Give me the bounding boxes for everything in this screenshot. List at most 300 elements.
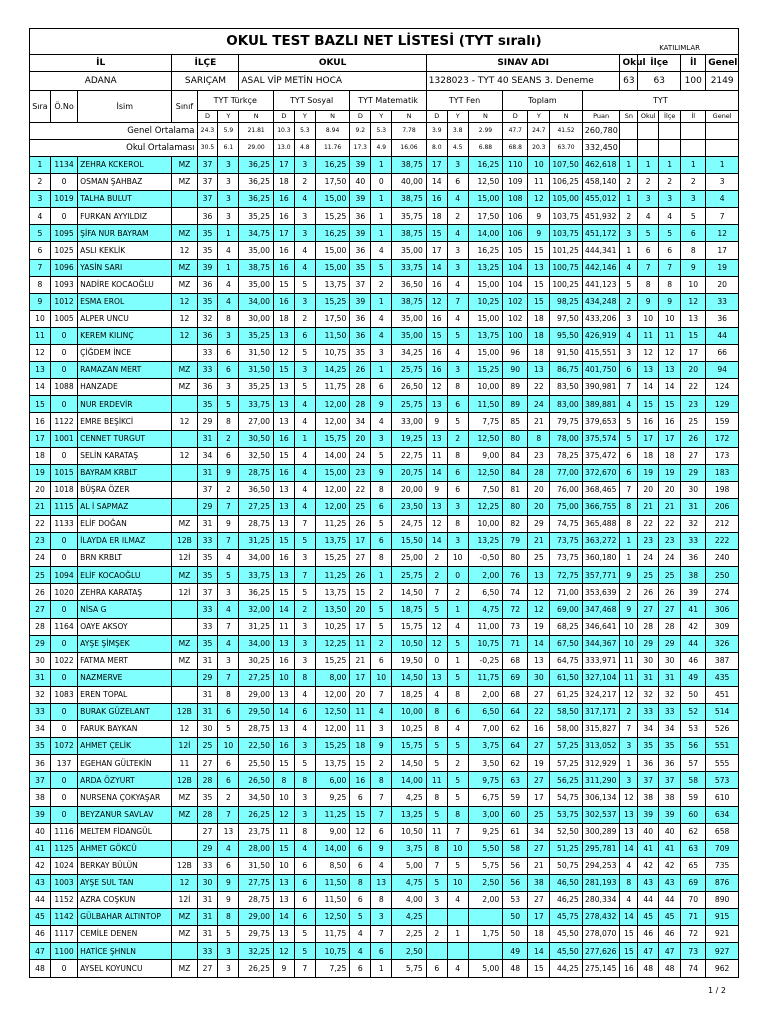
table-cell: 9 bbox=[371, 738, 392, 755]
table-cell: 30 bbox=[197, 721, 218, 738]
table-cell: 7 bbox=[218, 533, 239, 550]
table-cell: 33 bbox=[30, 704, 51, 721]
table-cell: 28,75 bbox=[239, 464, 274, 481]
table-cell: 36 bbox=[638, 755, 659, 772]
table-cell: 8,00 bbox=[315, 669, 350, 686]
table-cell: 34,25 bbox=[392, 345, 427, 362]
table-cell: 100 bbox=[503, 327, 528, 344]
table-cell: 10,50 bbox=[392, 823, 427, 840]
table-cell: 10 bbox=[447, 550, 468, 567]
average-value: 3.9 bbox=[426, 123, 447, 140]
table-cell: 16 bbox=[273, 550, 294, 567]
table-cell: 1 bbox=[371, 567, 392, 584]
table-cell: 324,217 bbox=[582, 686, 620, 703]
table-cell: 31 bbox=[197, 892, 218, 909]
table-cell: 4 bbox=[294, 191, 315, 208]
table-cell: 3 bbox=[371, 345, 392, 362]
student-name: BÜŞRA ÖZER bbox=[78, 481, 172, 498]
table-cell: 105 bbox=[503, 242, 528, 259]
table-cell: 5 bbox=[659, 225, 681, 242]
table-cell: 69 bbox=[681, 874, 706, 891]
table-cell: 36 bbox=[681, 550, 706, 567]
table-cell: 2 bbox=[447, 755, 468, 772]
table-cell: 24 bbox=[350, 447, 371, 464]
average-value: 4.8 bbox=[294, 140, 315, 157]
average-value: 17.3 bbox=[350, 140, 371, 157]
table-row bbox=[30, 533, 739, 550]
table-cell: 28 bbox=[197, 806, 218, 823]
table-cell: 44 bbox=[30, 892, 51, 909]
table-cell: 58 bbox=[503, 840, 528, 857]
table-cell: 28 bbox=[528, 464, 550, 481]
table-cell: 27,25 bbox=[239, 498, 274, 515]
table-cell: 15,25 bbox=[315, 652, 350, 669]
table-row bbox=[30, 464, 739, 481]
table-cell: 15 bbox=[528, 276, 550, 293]
table-row bbox=[30, 550, 739, 567]
table-cell: 57,25 bbox=[550, 738, 582, 755]
il-value: ADANA bbox=[30, 72, 172, 91]
table-cell: 172 bbox=[706, 430, 739, 447]
table-cell bbox=[172, 208, 197, 225]
table-cell: 18 bbox=[528, 345, 550, 362]
table-cell: 78,25 bbox=[550, 447, 582, 464]
table-cell: 451,172 bbox=[582, 225, 620, 242]
table-cell: 26,25 bbox=[239, 960, 274, 977]
table-cell: 8 bbox=[426, 789, 447, 806]
table-cell: 18 bbox=[273, 310, 294, 327]
table-cell: 9 bbox=[218, 464, 239, 481]
table-cell: 1 bbox=[371, 960, 392, 977]
table-cell: 35,00 bbox=[392, 242, 427, 259]
table-cell: 7 bbox=[218, 669, 239, 686]
table-cell bbox=[447, 909, 468, 926]
table-cell: 36,25 bbox=[239, 157, 274, 174]
table-cell: MZ bbox=[172, 789, 197, 806]
table-cell: 15,75 bbox=[392, 618, 427, 635]
table-cell: 33 bbox=[197, 362, 218, 379]
average-value: 30.5 bbox=[197, 140, 218, 157]
table-cell: 16,25 bbox=[468, 157, 503, 174]
table-cell: 357,771 bbox=[582, 567, 620, 584]
table-cell: 15 bbox=[273, 840, 294, 857]
table-cell: 5 bbox=[218, 567, 239, 584]
table-cell: 2 bbox=[294, 601, 315, 618]
table-cell: 1025 bbox=[50, 242, 77, 259]
table-cell: 18 bbox=[528, 310, 550, 327]
table-cell: 1003 bbox=[50, 874, 77, 891]
table-cell: 11,75 bbox=[315, 379, 350, 396]
table-cell: 6 bbox=[350, 960, 371, 977]
student-name: BEYZANUR SAVLAV bbox=[78, 806, 172, 823]
table-cell: 12 bbox=[172, 327, 197, 344]
table-cell: 6,00 bbox=[315, 772, 350, 789]
table-cell: 372,670 bbox=[582, 464, 620, 481]
table-cell: 27 bbox=[638, 601, 659, 618]
table-cell: 39 bbox=[659, 806, 681, 823]
table-cell: 5,00 bbox=[468, 960, 503, 977]
table-cell: 1018 bbox=[50, 481, 77, 498]
table-cell: 6 bbox=[350, 789, 371, 806]
table-row bbox=[30, 618, 739, 635]
table-cell: 1125 bbox=[50, 840, 77, 857]
table-cell: 25 bbox=[350, 498, 371, 515]
table-cell: 12İ bbox=[172, 738, 197, 755]
table-cell: 5 bbox=[620, 430, 638, 447]
table-cell: 1,75 bbox=[468, 926, 503, 943]
table-cell: 10 bbox=[681, 276, 706, 293]
table-cell: 36,25 bbox=[239, 584, 274, 601]
subhead-sn: Sn bbox=[620, 111, 638, 123]
table-cell: 890 bbox=[706, 892, 739, 909]
table-cell: 11 bbox=[426, 447, 447, 464]
table-cell: 46,50 bbox=[550, 874, 582, 891]
table-cell: 11,75 bbox=[315, 926, 350, 943]
table-cell: 23 bbox=[30, 533, 51, 550]
table-cell: 1 bbox=[371, 157, 392, 174]
table-cell: 28 bbox=[638, 618, 659, 635]
table-cell: 1015 bbox=[50, 464, 77, 481]
table-cell: 4 bbox=[294, 840, 315, 857]
table-cell: 36 bbox=[350, 208, 371, 225]
average-value: 10.3 bbox=[273, 123, 294, 140]
table-cell: 44 bbox=[659, 892, 681, 909]
table-cell: 1022 bbox=[50, 652, 77, 669]
table-cell: 40 bbox=[638, 823, 659, 840]
subhead-n: N bbox=[392, 111, 427, 123]
student-name: AHMET GÖKCÜ bbox=[78, 840, 172, 857]
table-cell: 12 bbox=[528, 191, 550, 208]
table-cell: 39 bbox=[30, 806, 51, 823]
table-cell: 48 bbox=[30, 960, 51, 977]
table-cell: 1 bbox=[371, 225, 392, 242]
table-cell: 19 bbox=[528, 618, 550, 635]
table-cell: 106,25 bbox=[550, 174, 582, 191]
table-cell: 33 bbox=[197, 533, 218, 550]
table-cell: 7 bbox=[294, 515, 315, 532]
table-cell: 7,50 bbox=[468, 481, 503, 498]
table-cell: 51,25 bbox=[550, 840, 582, 857]
table-cell: 15 bbox=[620, 943, 638, 960]
table-cell: 4,00 bbox=[392, 892, 427, 909]
table-cell: 17,50 bbox=[315, 310, 350, 327]
table-cell: 1 bbox=[706, 157, 739, 174]
table-cell: 21 bbox=[528, 533, 550, 550]
table-cell: 26,50 bbox=[239, 772, 274, 789]
student-name: BRN KRBLT bbox=[78, 550, 172, 567]
table-cell: 5 bbox=[638, 225, 659, 242]
table-cell: 6 bbox=[371, 379, 392, 396]
table-cell: 3 bbox=[371, 909, 392, 926]
table-cell: 74,75 bbox=[550, 515, 582, 532]
table-cell: 12,00 bbox=[315, 413, 350, 430]
table-cell: 1100 bbox=[50, 943, 77, 960]
table-cell: 14 bbox=[528, 635, 550, 652]
table-row bbox=[30, 909, 739, 926]
table-cell: 0 bbox=[50, 789, 77, 806]
table-cell: 29,00 bbox=[239, 686, 274, 703]
table-cell: 0 bbox=[50, 345, 77, 362]
table-cell: 3 bbox=[620, 772, 638, 789]
table-cell: 1 bbox=[30, 157, 51, 174]
table-cell: 1094 bbox=[50, 567, 77, 584]
table-cell: 8 bbox=[294, 823, 315, 840]
table-cell: 1117 bbox=[50, 926, 77, 943]
average-row bbox=[30, 140, 739, 157]
table-cell: 3,00 bbox=[468, 806, 503, 823]
table-cell: 36,25 bbox=[239, 191, 274, 208]
table-cell: 333,971 bbox=[582, 652, 620, 669]
table-cell: 17 bbox=[350, 618, 371, 635]
table-cell: 7 bbox=[620, 379, 638, 396]
table-cell: 29,75 bbox=[239, 926, 274, 943]
table-cell: 62 bbox=[503, 721, 528, 738]
table-cell: 4,25 bbox=[392, 909, 427, 926]
table-cell: 4 bbox=[294, 447, 315, 464]
table-cell: 30,50 bbox=[239, 430, 274, 447]
table-cell: 40 bbox=[350, 174, 371, 191]
table-cell: 35 bbox=[30, 738, 51, 755]
table-cell: 6 bbox=[294, 892, 315, 909]
table-cell: MZ bbox=[172, 909, 197, 926]
table-cell: 3 bbox=[638, 191, 659, 208]
average-value: 13.0 bbox=[273, 140, 294, 157]
table-cell: 13 bbox=[528, 567, 550, 584]
table-cell: 17 bbox=[426, 242, 447, 259]
table-cell bbox=[172, 840, 197, 857]
table-cell: 10 bbox=[447, 874, 468, 891]
table-cell: 11,25 bbox=[315, 806, 350, 823]
table-cell: 368,465 bbox=[582, 481, 620, 498]
table-cell: 39 bbox=[197, 259, 218, 276]
table-cell: 21 bbox=[638, 498, 659, 515]
table-cell: MZ bbox=[172, 652, 197, 669]
table-row bbox=[30, 652, 739, 669]
table-cell: 35 bbox=[350, 259, 371, 276]
table-cell: 390,981 bbox=[582, 379, 620, 396]
table-row bbox=[30, 396, 739, 413]
average-value: 4.5 bbox=[447, 140, 468, 157]
table-cell: 1134 bbox=[50, 157, 77, 174]
table-cell: 27 bbox=[528, 738, 550, 755]
table-cell: 12 bbox=[620, 686, 638, 703]
table-cell: 13 bbox=[273, 874, 294, 891]
table-cell: 2,00 bbox=[468, 686, 503, 703]
average-value: 24.3 bbox=[197, 123, 218, 140]
table-row bbox=[30, 704, 739, 721]
table-cell: 35 bbox=[197, 567, 218, 584]
table-cell: 15,00 bbox=[315, 259, 350, 276]
table-cell: 10 bbox=[273, 857, 294, 874]
table-cell: 13 bbox=[426, 430, 447, 447]
table-cell: 52,50 bbox=[550, 823, 582, 840]
table-cell: 10 bbox=[620, 635, 638, 652]
table-cell: 59 bbox=[681, 789, 706, 806]
table-cell: 876 bbox=[706, 874, 739, 891]
table-cell: 3 bbox=[294, 738, 315, 755]
table-cell: 4 bbox=[371, 327, 392, 344]
table-row bbox=[30, 447, 739, 464]
table-cell: 37 bbox=[197, 584, 218, 601]
table-cell: 25 bbox=[659, 567, 681, 584]
table-cell: 5 bbox=[371, 447, 392, 464]
table-cell: 2 bbox=[426, 567, 447, 584]
table-cell: 35 bbox=[197, 550, 218, 567]
col-ono: Ö.No bbox=[50, 91, 77, 123]
table-cell: 28 bbox=[30, 618, 51, 635]
table-cell: 33,75 bbox=[239, 396, 274, 413]
table-cell: 3 bbox=[620, 345, 638, 362]
average-value: 9.2 bbox=[350, 123, 371, 140]
table-cell: 294,253 bbox=[582, 857, 620, 874]
table-cell: 16 bbox=[30, 413, 51, 430]
table-cell: 6 bbox=[447, 396, 468, 413]
table-cell: 105,00 bbox=[550, 191, 582, 208]
table-cell: 1095 bbox=[50, 225, 77, 242]
table-cell bbox=[172, 191, 197, 208]
student-name: RAMAZAN MERT bbox=[78, 362, 172, 379]
table-cell: 14 bbox=[659, 379, 681, 396]
table-cell: 1 bbox=[638, 157, 659, 174]
table-cell: 2 bbox=[681, 174, 706, 191]
table-cell: 4 bbox=[350, 943, 371, 960]
table-cell: 12 bbox=[426, 293, 447, 310]
table-cell: 11 bbox=[172, 755, 197, 772]
table-cell: 26,25 bbox=[239, 806, 274, 823]
table-cell: 45 bbox=[30, 909, 51, 926]
table-cell: 27 bbox=[528, 686, 550, 703]
table-cell: 13,75 bbox=[468, 327, 503, 344]
table-cell: 12 bbox=[350, 823, 371, 840]
table-cell: 57,25 bbox=[550, 755, 582, 772]
table-cell: 3 bbox=[218, 379, 239, 396]
table-cell: -0,50 bbox=[468, 550, 503, 567]
table-cell: 13 bbox=[273, 635, 294, 652]
table-cell: 4 bbox=[447, 345, 468, 362]
table-cell: 15 bbox=[659, 396, 681, 413]
average-label: Okul Ortalaması bbox=[30, 140, 198, 157]
table-cell: 16 bbox=[426, 191, 447, 208]
table-cell: 16 bbox=[273, 738, 294, 755]
table-cell: 100,75 bbox=[550, 259, 582, 276]
table-cell: 3 bbox=[218, 943, 239, 960]
table-cell: 12,25 bbox=[468, 498, 503, 515]
table-cell: 14,25 bbox=[315, 362, 350, 379]
table-cell: 14,50 bbox=[392, 755, 427, 772]
table-cell: 8 bbox=[620, 874, 638, 891]
table-cell: 22 bbox=[659, 515, 681, 532]
table-cell: 1088 bbox=[50, 379, 77, 396]
table-cell: 12 bbox=[620, 789, 638, 806]
table-cell: 11,75 bbox=[468, 669, 503, 686]
table-cell: 7 bbox=[371, 806, 392, 823]
table-row bbox=[30, 293, 739, 310]
table-cell: 25,75 bbox=[392, 362, 427, 379]
table-cell bbox=[172, 823, 197, 840]
table-cell: MZ bbox=[172, 157, 197, 174]
table-cell: 13 bbox=[273, 892, 294, 909]
table-cell: 29 bbox=[528, 515, 550, 532]
table-cell: 2 bbox=[620, 584, 638, 601]
table-cell: 6 bbox=[294, 874, 315, 891]
table-cell: 44 bbox=[638, 892, 659, 909]
average-value: 21.81 bbox=[239, 123, 274, 140]
table-cell: 12 bbox=[659, 345, 681, 362]
table-row bbox=[30, 874, 739, 891]
table-row bbox=[30, 601, 739, 618]
table-cell: 9 bbox=[371, 464, 392, 481]
subhead-y: Y bbox=[218, 111, 239, 123]
student-name: ESMA EROL bbox=[78, 293, 172, 310]
table-cell: 46 bbox=[681, 652, 706, 669]
student-name: TALHA BULUT bbox=[78, 191, 172, 208]
table-cell: 12 bbox=[172, 721, 197, 738]
table-cell: MZ bbox=[172, 567, 197, 584]
table-cell: 13,75 bbox=[315, 755, 350, 772]
table-cell: 735 bbox=[706, 857, 739, 874]
table-cell: 6,50 bbox=[468, 704, 503, 721]
table-cell: 12B bbox=[172, 857, 197, 874]
table-cell: 36 bbox=[706, 310, 739, 327]
table-cell: 34,50 bbox=[239, 789, 274, 806]
table-cell: 6 bbox=[218, 362, 239, 379]
table-cell: 4 bbox=[294, 686, 315, 703]
table-cell: 8 bbox=[218, 413, 239, 430]
table-cell: 12 bbox=[172, 293, 197, 310]
table-cell: 31,50 bbox=[239, 345, 274, 362]
table-cell: 1122 bbox=[50, 413, 77, 430]
table-cell: 58 bbox=[681, 772, 706, 789]
table-cell: 27 bbox=[528, 840, 550, 857]
table-cell: 24 bbox=[638, 550, 659, 567]
table-cell: MZ bbox=[172, 806, 197, 823]
table-cell: 6 bbox=[447, 704, 468, 721]
table-cell: 15,50 bbox=[392, 533, 427, 550]
table-cell: 83,50 bbox=[550, 379, 582, 396]
table-cell: 10 bbox=[638, 310, 659, 327]
table-cell: 34,00 bbox=[239, 635, 274, 652]
table-cell: 45,50 bbox=[550, 926, 582, 943]
table-cell: 709 bbox=[706, 840, 739, 857]
table-cell: 74 bbox=[503, 584, 528, 601]
student-name: EGEHAN GÜLTEKİN bbox=[78, 755, 172, 772]
k-okul-value: 63 bbox=[620, 72, 638, 91]
table-cell: 8 bbox=[426, 704, 447, 721]
table-cell: 3 bbox=[371, 430, 392, 447]
table-cell: 16 bbox=[350, 772, 371, 789]
table-cell: MZ bbox=[172, 174, 197, 191]
table-row bbox=[30, 362, 739, 379]
table-cell: 96 bbox=[503, 345, 528, 362]
table-cell: 15 bbox=[350, 755, 371, 772]
table-cell: 56,25 bbox=[550, 772, 582, 789]
table-cell: 18 bbox=[350, 738, 371, 755]
table-cell: 25 bbox=[638, 567, 659, 584]
table-cell bbox=[172, 943, 197, 960]
table-cell: 29 bbox=[197, 413, 218, 430]
table-cell: 17 bbox=[273, 225, 294, 242]
table-cell: 13 bbox=[528, 652, 550, 669]
table-cell: 36 bbox=[350, 327, 371, 344]
table-cell: 2 bbox=[620, 208, 638, 225]
table-cell: 0 bbox=[50, 208, 77, 225]
table-cell: 19 bbox=[528, 755, 550, 772]
table-cell: 110 bbox=[503, 157, 528, 174]
table-cell: 29 bbox=[197, 669, 218, 686]
table-cell: 20,75 bbox=[392, 464, 427, 481]
table-cell: 0 bbox=[426, 652, 447, 669]
table-cell: 32 bbox=[659, 686, 681, 703]
